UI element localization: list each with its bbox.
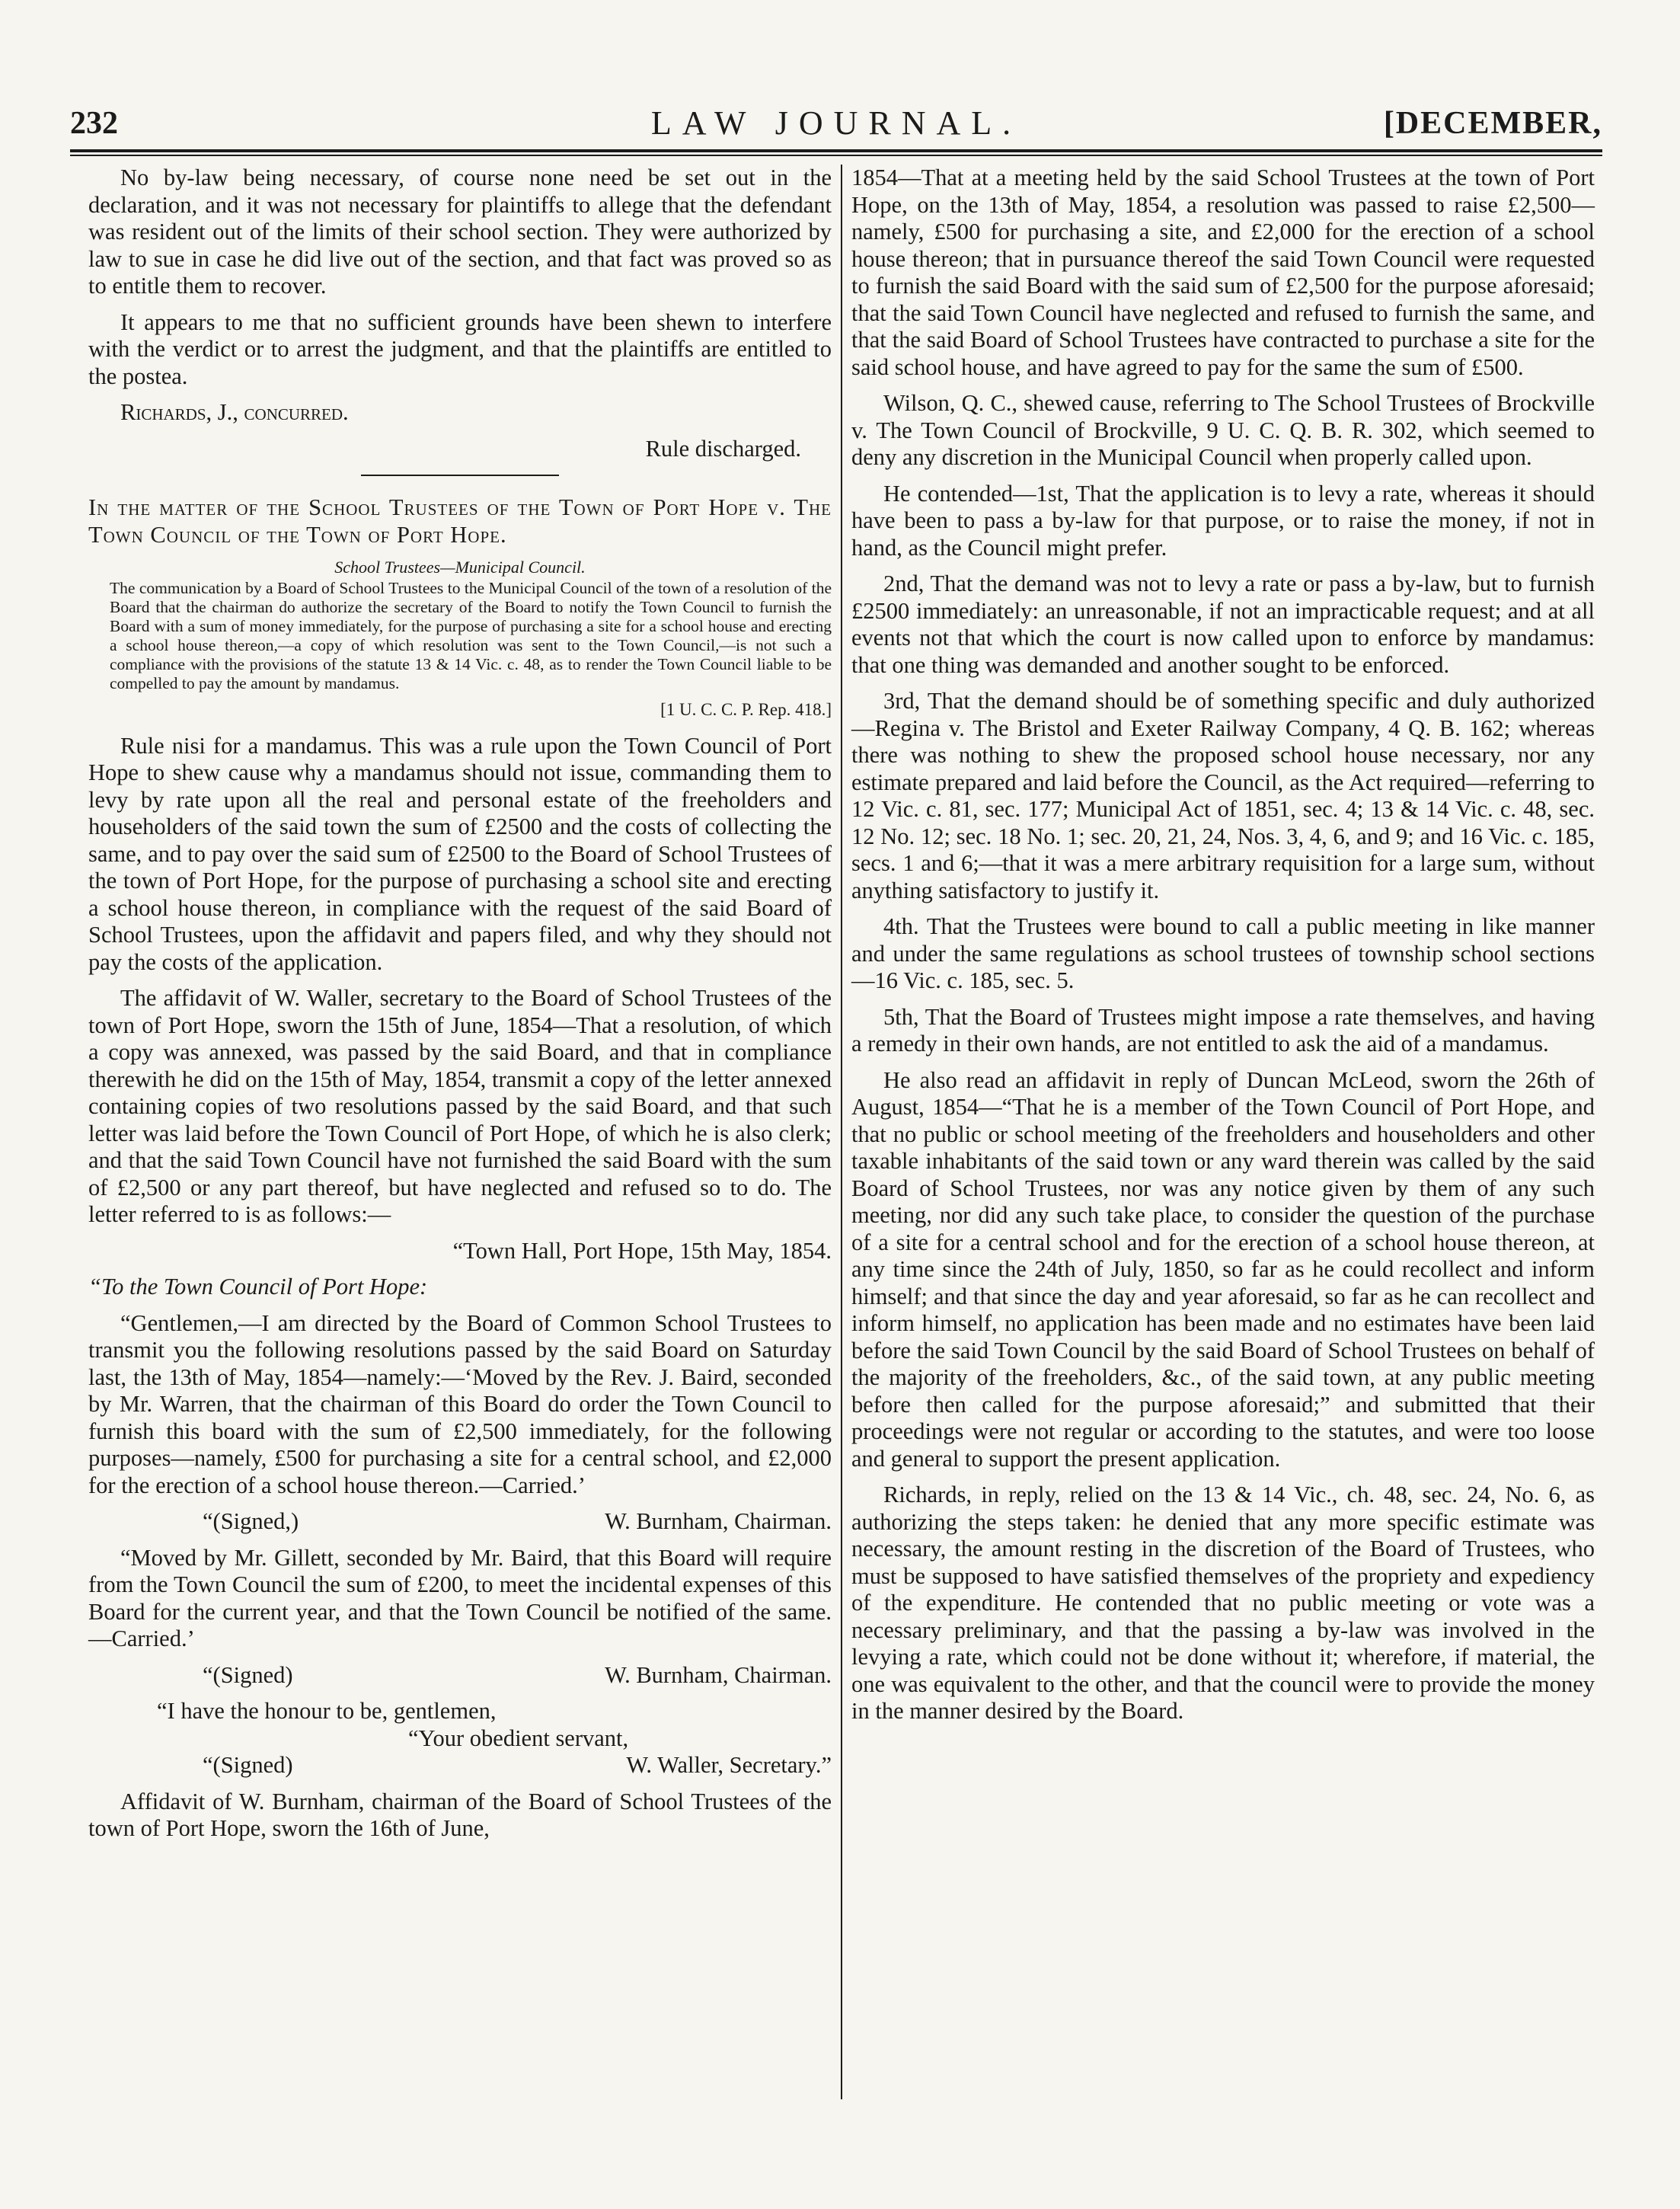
signature-name: W. Waller, Secretary.” (626, 1752, 832, 1778)
paragraph: “Gentlemen,—I am directed by the Board of Common School Trustees to transmit you the following resolutions passed by the said Board on Saturday last, the 13th of May, 1854—namely:—‘Moved by the Rev. J. Baird, seconded by Mr. Warren, that the chairman of this Board do order the Town Council to furnish this board with the sum of £2,500 immediately, for the following purposes—namely, £500 for purchasing a site for a central school, and £2,000 for the erection of a school house thereon.—Carried.’ (88, 1309, 832, 1498)
paragraph: The affidavit of W. Waller, secretary to the Board of School Trustees of the town of Port Hope, sworn the 15th of June, 1854—That a resolution, of which a copy was annexed, was passed by the said Board, and that in compliance therewith he did on the 15th of May, 1854, transmit a copy of the letter annexed containing copies of two resolutions passed by the said Board, and that such letter was laid before the Town Council of Port Hope, of which he is also clerk; and that the said Town Council have not furnished the said Board with the sum of £2,500 or any part thereof, but have neglected and refused so to do. The letter referred to is as follows:— (88, 985, 832, 1227)
paragraph: Rule nisi for a mandamus. This was a rule upon the Town Council of Port Hope to shew cause why a mandamus should not issue, commanding them to levy by rate upon all the real and personal estate of the freeholders and householders of the said town the sum of £2500 and the costs of collecting the same, and to pay over the said sum of £2500 to the Board of School Trustees of the town of Port Hope, for the purpose of purchasing a school site and erecting a school house thereon, in compliance with the request of the said Board of School Trustees, upon the affidavit and papers filed, and why they should not pay the costs of the application. (88, 732, 832, 975)
paragraph: No by-law being necessary, of course none need be set out in the declaration, and it was not necessary for plaintiffs to allege that the defendant was resident out of the limits of their school section. They were authorized by law to sue in case he did live out of the section, and that fact was proved so as to entitle them to recover. (88, 165, 832, 299)
paragraph: He contended—1st, That the application is to levy a rate, whereas it should have been to pass a by-law for that purpose, or to raise the money, if not in hand, as the Council might prefer. (851, 480, 1595, 561)
paragraph: “Moved by Mr. Gillett, seconded by Mr. Baird, that this Board will require from the Town Council the sum of £200, to meet the incidental expenses of this Board for the current year, and that the Town Council be notified of the same.—Carried.’ (88, 1544, 832, 1651)
header-rule (70, 149, 1602, 156)
case-subject: School Trustees—Municipal Council. (334, 558, 586, 577)
paragraph: It appears to me that no sufficient grounds have been shewn to interfere with the verdict or to arrest the judgment, and that the plaintiffs are entitled to the postea. (88, 308, 832, 389)
signature-line (88, 1662, 832, 1690)
closing-line: “I have the honour to be, gentlemen, (157, 1698, 497, 1724)
signature-label: “(Signed,) (203, 1508, 299, 1534)
signature-label: “(Signed) (203, 1661, 293, 1688)
paragraph: 4th. That the Trustees were bound to call a public meeting in like manner and under the same regulations as school trustees of township school sections—16 Vic. c. 185, sec. 5. (851, 913, 1595, 993)
signature-line (88, 1752, 832, 1779)
paragraph: Wilson, Q. C., shewed cause, referring to The School Trustees of Brockville v. The Town Council of Brockville, 9 U. C. Q. B. R. 302, which seemed to deny any discretion in the Municipal Council when properly called upon. (851, 390, 1595, 470)
paragraph: Richards, J., concurred. (120, 399, 349, 425)
paragraph: 2nd, That the demand was not to levy a rate or pass a by-law, but to furnish £2500 immediately: an unreasonable, if not an impracticable request; and at all events not that which the court is now called upon to enforce by mandamus: that one thing was demanded and another sought to be enforced. (851, 571, 1595, 678)
paragraph: 5th, That the Board of Trustees might impose a rate themselves, and having a remedy in their own hands, are not entitled to ask the aid of a mandamus. (851, 1003, 1595, 1057)
signature-line (88, 1508, 832, 1536)
citation: [1 U. C. C. P. Rep. 418.] (660, 700, 832, 719)
ruling: Rule discharged. (645, 435, 801, 462)
paragraph: 3rd, That the demand should be of something specific and duly authorized—Regina v. The Bristol and Exeter Railway Company, 4 Q. B. 162; whereas there was nothing to shew the proposed school house necessary, nor any estimate prepared and laid before the Council, as the Act required—referring to 12 Vic. c. 81, sec. 177; Municipal Act of 1851, sec. 4; 13 & 14 Vic. c. 48, sec. 12 No. 12; sec. 18 No. 1; sec. 20, 21, 24, Nos. 3, 4, 6, and 9; and 16 Vic. c. 185, secs. 1 and 6;—that it was a mere arbitrary requisition for a large sum, without anything satisfactory to justify it. (851, 688, 1595, 903)
signature-name: W. Burnham, Chairman. (605, 1508, 832, 1534)
paragraph: He also read an affidavit in reply of Duncan McLeod, sworn the 26th of August, 1854—“That he is a member of the Town Council of Port Hope, and that no public or school meeting of the freeholders and householders and other taxable inhabitants of the said town or any ward therein was called by the said Board of School Trustees, nor was any notice given by them of any such meeting, nor did any such take place, to consider the question of the purchase of a site for a central school and for the erection of a school house thereon, at any time since the 24th of July, 1850, so far as he could recollect and inform himself; and that since the day and year aforesaid, so far as he can recollect and inform himself, no application has been made and no estimates have been laid before the said Town Council by the said Board of School Trustees on behalf of the majority of the freeholders, &c., of the said town, at any public meeting before then called for the purpose aforesaid;” and submitted that their proceedings were not regular or according to the statutes, and were too loose and general to support the present application. (851, 1066, 1595, 1472)
paragraph: Affidavit of W. Burnham, chairman of the Board of School Trustees of the town of Port Hope, sworn the 16th of June, (88, 1788, 832, 1841)
page-number: 232 (70, 106, 118, 141)
running-month: [DECEMBER, (1383, 106, 1602, 141)
paragraph: 1854—That at a meeting held by the said School Trustees at the town of Port Hope, on the 13th of May, 1854, a resolution was passed to raise £2,500—namely, £500 for purchasing a site, and £2,000 for the erection of a school house thereon; that in pursuance thereof the said Town Council were requested to furnish the said Board with the said sum of £2,500 for the purpose aforesaid; that the said Town Council have neglected and refused to furnish the same, and that the said Board of School Trustees have contracted to purchase a site for the said school house, and have agreed to pay for the same the sum of £500. (851, 165, 1595, 380)
section-divider (361, 475, 559, 476)
letter-date: “Town Hall, Port Hope, 15th May, 1854. (452, 1237, 832, 1264)
column-divider (841, 165, 842, 2099)
running-header (70, 101, 1602, 143)
left-column (88, 165, 832, 1852)
signature-name: W. Burnham, Chairman. (605, 1661, 832, 1688)
case-title: In the matter of the School Trustees of the Town of Port Hope v. The Town Council of the Town of Port Hope. (88, 494, 832, 548)
paragraph: Richards, in reply, relied on the 13 & 14 Vic., ch. 48, sec. 24, No. 6, as authorizing the steps taken: he denied that any more specific estimate was necessary, the amount resting in the discretion of the Board of Trustees, who must be supposed to have satisfied themselves of the propriety and expediency of the expenditure. He contended that no public meeting or vote was a necessary preliminary, and that the passing a by-law was involved in the levying a rate, which could not be done without it; wherefore, if material, the one was equivalent to the other, and that the council were to provide the money in the manner desired by the Board. (851, 1482, 1595, 1724)
signature-label: “(Signed) (203, 1752, 293, 1778)
headnote: The communication by a Board of School Trustees to the Municipal Council of the town of a resolution of the Board that the chairman do authorize the secretary of the Board to notify the Town Council to furnish the Board with a sum of money immediately, for the purpose of purchasing a site for a school house and erecting a school house thereon,—a copy of which resolution was sent to the Town Council,—is not such a compliance with the provisions of the statute 13 & 14 Vic. c. 48, as to render the Town Council liable to be compelled to pay the amount by mandamus. (110, 579, 832, 692)
closing-line: “Your obedient servant, (408, 1725, 629, 1751)
right-column (851, 165, 1595, 1734)
journal-title: LAW JOURNAL. (650, 104, 1022, 142)
letter-addressee: “To the Town Council of Port Hope: (88, 1274, 428, 1300)
